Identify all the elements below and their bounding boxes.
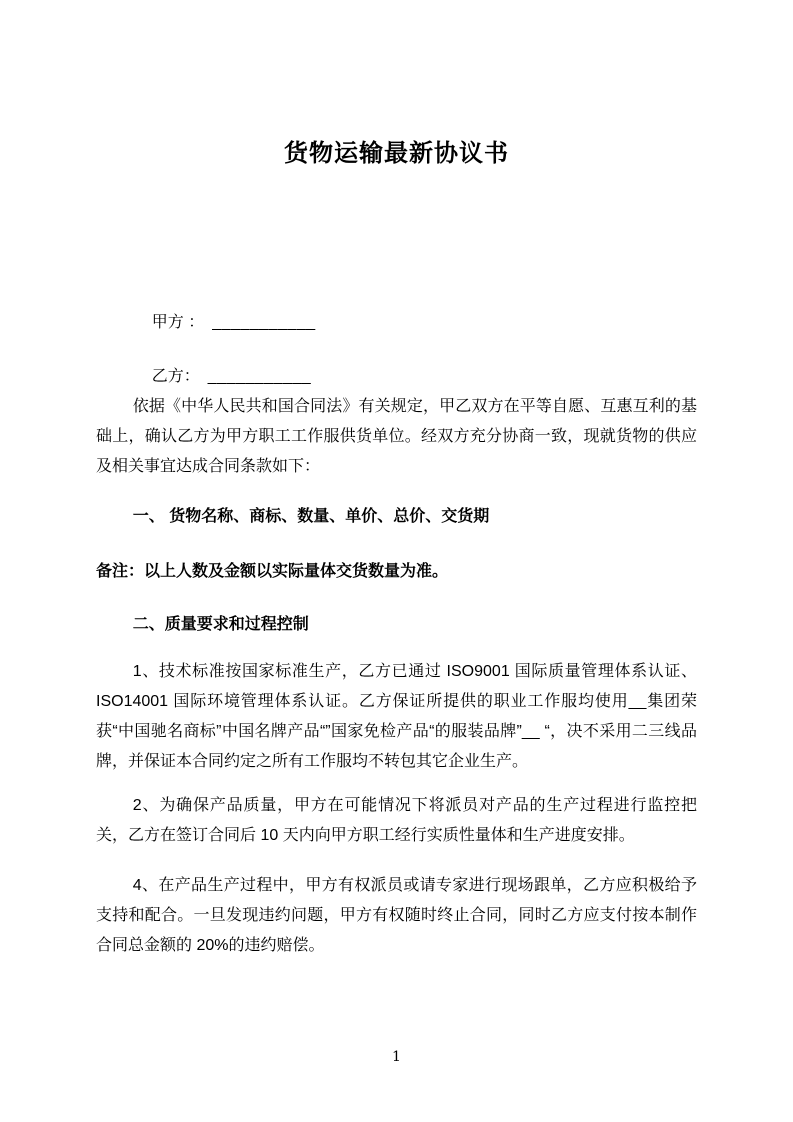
section-2-heading: 二、质量要求和过程控制: [132, 616, 309, 633]
intro-paragraph: 依据《中华人民共和国合同法》有关规定，甲乙双方在平等自愿、互惠互利的基础上，确认乙方为甲方职工工作服供货单位。经双方充分协商一致，现就货物的供应及相关事宜达成合同条款如下：: [96, 398, 697, 475]
document-title: 货物运输最新协议书: [284, 140, 509, 167]
section-1-heading: 一、 货物名称、商标、数量、单价、总价、交货期: [132, 508, 490, 525]
note-line: 备注：以上人数及金额以实际量体交货数量为准。: [96, 563, 449, 580]
clause-1: 1、技术标准按国家标准生产，乙方已通过 ISO9001 国际质量管理体系认证、ISO14001 国际环境管理体系认证。乙方保证所提供的职业工作服均使用__集团荣获“中国驰名商标”中国名牌产品“”国家免检产品“的服装品牌”__ “，决不采用二三线品牌，并保证本合同约定之所有工作服均不转包其它企业生产。: [96, 663, 697, 770]
clause-4: 4、在产品生产过程中，甲方有权派员或请专家进行现场跟单，乙方应积极给予支持和配合。一旦发现违约问题，甲方有权随时终止合同，同时乙方应支付按本制作合同总金额的 20%的违约赔偿。: [96, 877, 697, 954]
page-number: 1: [392, 1049, 401, 1065]
party-a-label: 甲方 ：: [151, 314, 205, 331]
clause-2: 2、为确保产品质量，甲方在可能情况下将派员对产品的生产过程进行监控把关，乙方在签订合同后 10 天内向甲方职工经行实质性量体和生产进度安排。: [96, 797, 697, 844]
party-b-blank: ___________: [207, 368, 312, 385]
party-b-label: 乙方：: [151, 368, 200, 385]
party-a-blank: ___________: [212, 314, 316, 331]
